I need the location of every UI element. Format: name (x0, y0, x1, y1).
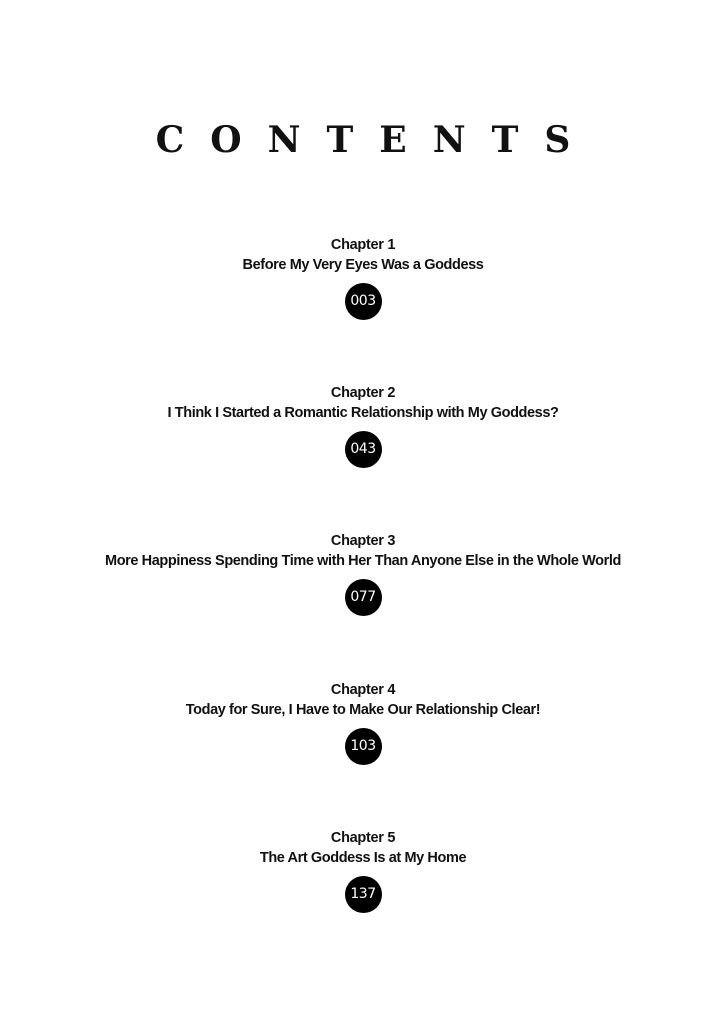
chapter-label: Chapter 5 (330, 830, 396, 846)
page-number-badge: 043 (345, 431, 382, 468)
page-number-badge: 103 (345, 728, 382, 765)
chapter-label: Chapter 1 (330, 237, 396, 253)
chapter-label: Chapter 3 (330, 533, 396, 549)
page-number-badge: 137 (345, 876, 382, 913)
page-number-badge: 003 (345, 283, 382, 320)
chapter-title: More Happiness Spending Time with Her Than Anyone Else in the Whole World (105, 553, 621, 569)
chapter-entry-1[interactable] (0, 235, 726, 320)
chapter-entry-5[interactable] (0, 828, 726, 913)
chapter-label: Chapter 4 (330, 682, 396, 698)
page-title: CONTENTS (155, 119, 597, 161)
chapter-entry-4[interactable] (0, 680, 726, 765)
chapter-title: The Art Goddess Is at My Home (259, 850, 467, 866)
chapter-label: Chapter 2 (330, 385, 396, 401)
chapter-title: I Think I Started a Romantic Relationship with My Goddess? (167, 405, 559, 421)
page-number-badge: 077 (345, 579, 382, 616)
chapter-entry-2[interactable] (0, 383, 726, 468)
chapter-title: Today for Sure, I Have to Make Our Relationship Clear! (185, 702, 541, 718)
chapter-title: Before My Very Eyes Was a Goddess (242, 257, 484, 273)
chapter-entry-3[interactable] (0, 531, 726, 616)
